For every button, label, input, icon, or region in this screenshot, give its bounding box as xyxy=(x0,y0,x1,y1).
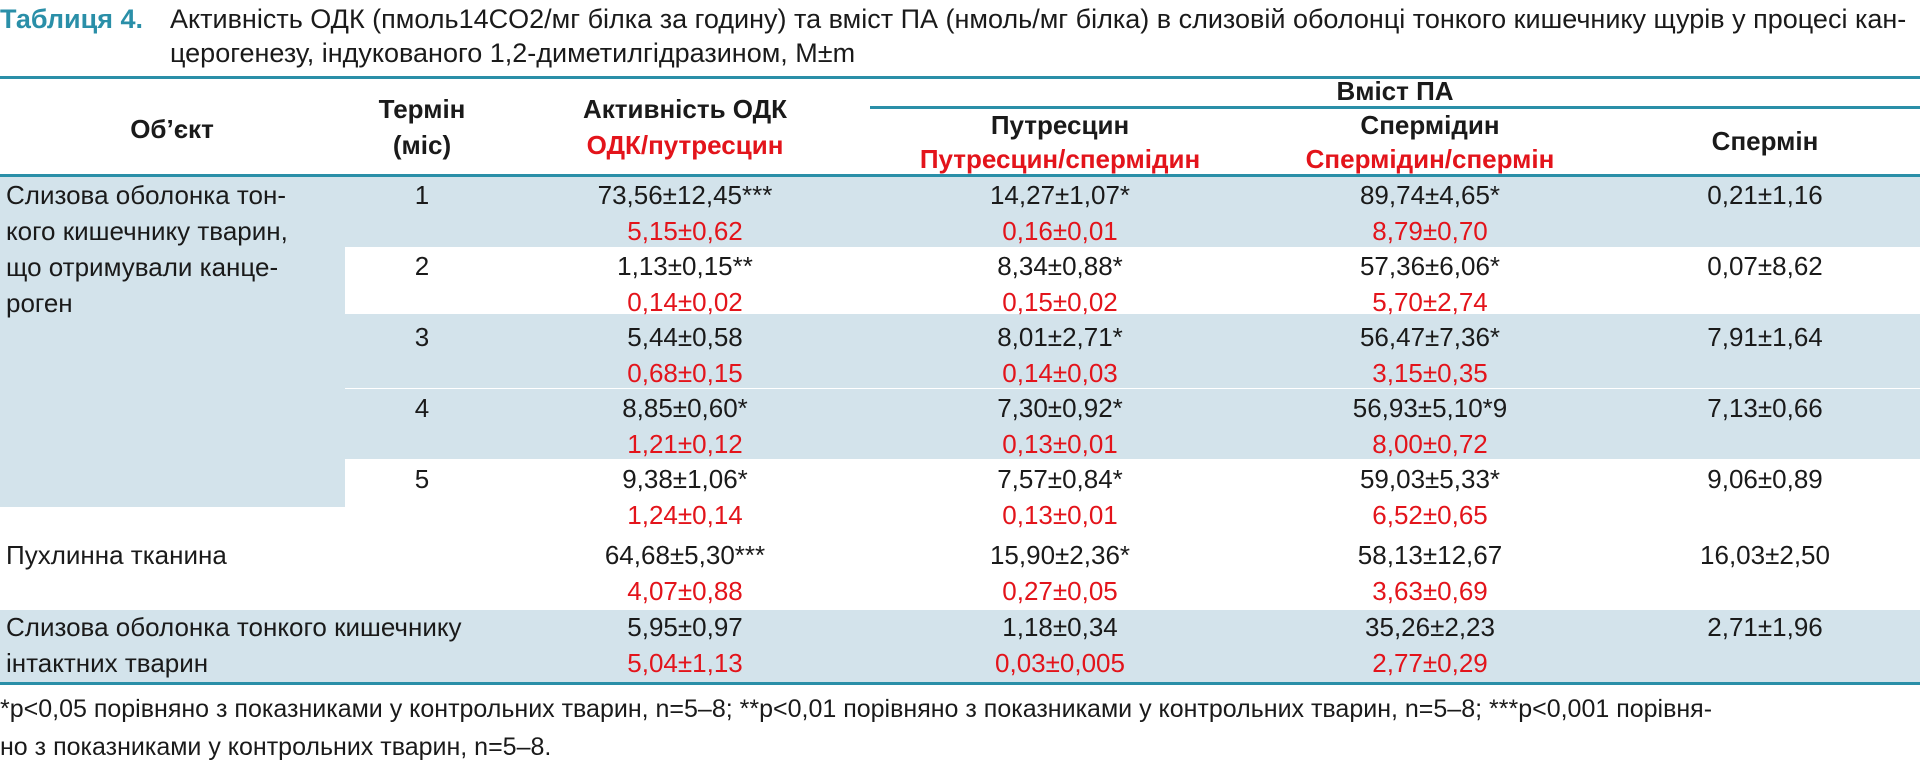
header-putrescine-ratio: Путресцин/спермідин xyxy=(919,144,1201,174)
table-cell-put: 8,01±2,71* xyxy=(997,322,1123,352)
header-odc-ratio: ОДК/путресцин xyxy=(586,130,784,160)
table-cell-odc-r: 0,14±0,02 xyxy=(627,287,743,317)
caption-line-1: Активність ОДК (пмоль14CO2/мг білка за годину) та вміст ПА (нмоль/мг білка) в слизовій оболонці тонкого кишечнику щурів у процесі кан- xyxy=(170,4,1907,34)
table-cell-spd: 58,13±12,67 xyxy=(1357,540,1503,570)
table-cell-spd-r: 6,52±0,65 xyxy=(1372,500,1488,530)
table-cell-spm: 9,06±0,89 xyxy=(1707,464,1823,494)
object-carcinogen-line-3: що отримували канце- xyxy=(6,252,279,282)
table-cell-put: 7,30±0,92* xyxy=(997,393,1123,423)
table-cell-term: 4 xyxy=(414,393,430,423)
table-cell-odc-r: 1,21±0,12 xyxy=(627,429,743,459)
table-cell-spm: 7,13±0,66 xyxy=(1707,393,1823,423)
header-spermidine: Спермідин xyxy=(1360,110,1500,140)
table-cell-spm: 0,21±1,16 xyxy=(1707,180,1823,210)
footnote-line-2: но з показниками у контрольних тварин, n=5–8. xyxy=(0,733,552,761)
table-cell-put-r: 0,27±0,05 xyxy=(1002,576,1118,606)
table-cell-odc-r: 1,24±0,14 xyxy=(627,500,743,530)
header-term-2: (міс) xyxy=(392,130,452,160)
table-cell-spm: 7,91±1,64 xyxy=(1707,322,1823,352)
table-cell-odc: 73,56±12,45*** xyxy=(597,180,773,210)
table-cell-odc: 8,85±0,60* xyxy=(622,393,748,423)
table-cell-spd-r: 2,77±0,29 xyxy=(1372,648,1488,678)
row-band-3 xyxy=(0,314,1920,384)
table-cell-put-r: 0,13±0,01 xyxy=(1002,429,1118,459)
table-cell-put-r: 0,13±0,01 xyxy=(1002,500,1118,530)
table-cell-put: 8,34±0,88* xyxy=(997,251,1123,281)
footnote-line-1: *p<0,05 порівняно з показниками у контрольних тварин, n=5–8; **p<0,01 порівняно з показниками у контрольних тварин, n=5–8; ***p<0,001 порівня- xyxy=(0,695,1713,723)
header-spermidine-ratio: Спермідин/спермін xyxy=(1305,144,1555,174)
table-cell-term: 1 xyxy=(414,180,430,210)
table-cell-odc-r: 5,04±1,13 xyxy=(627,648,743,678)
table-cell-spd: 56,93±5,10*9 xyxy=(1352,393,1508,423)
header-odc: Активність ОДК xyxy=(582,94,788,124)
table-cell-term: 3 xyxy=(414,322,430,352)
header-term-1: Термін xyxy=(378,94,466,124)
table-cell-put-r: 0,03±0,005 xyxy=(995,648,1125,678)
table-cell-put-r: 0,15±0,02 xyxy=(1002,287,1118,317)
object-intact-line-1: Слизова оболонка тонкого кишечнику xyxy=(6,612,462,642)
object-carcinogen-line-1: Слизова оболонка тон- xyxy=(6,180,287,210)
table-cell-spd-r: 3,15±0,35 xyxy=(1372,358,1488,388)
table-bottom-rule xyxy=(0,682,1920,685)
row-band xyxy=(0,389,1920,459)
table-cell-spd-r: 8,79±0,70 xyxy=(1372,216,1488,246)
table-cell-spd-r: 8,00±0,72 xyxy=(1372,429,1488,459)
table-cell-spd-r: 5,70±2,74 xyxy=(1372,287,1488,317)
table-cell-odc-r: 4,07±0,88 xyxy=(627,576,743,606)
table-cell-spd: 56,47±7,36* xyxy=(1359,322,1501,352)
object-intact-line-2: інтактних тварин xyxy=(6,648,209,678)
table-cell-odc: 1,13±0,15** xyxy=(617,251,753,281)
table-cell-put: 1,18±0,34 xyxy=(1002,612,1118,642)
object-tumor: Пухлинна тканина xyxy=(6,540,227,570)
object-carcinogen-line-2: кого кишечнику тварин, xyxy=(6,216,288,246)
table-cell-odc: 5,95±0,97 xyxy=(627,612,743,642)
header-spermine: Спермін xyxy=(1711,126,1819,156)
caption-line-2: церогенезу, індукованого 1,2-диметилгідразином, M±m xyxy=(170,38,856,68)
header-pa-group: Вміст ПА xyxy=(1336,76,1454,106)
table-cell-spd-r: 3,63±0,69 xyxy=(1372,576,1488,606)
table-cell-odc: 5,44±0,58 xyxy=(627,322,743,352)
table-cell-odc: 64,68±5,30*** xyxy=(604,540,766,570)
table-cell-spd: 57,36±6,06* xyxy=(1359,251,1501,281)
row-band xyxy=(0,177,1920,247)
table-cell-put: 14,27±1,07* xyxy=(989,180,1131,210)
table-cell-put-r: 0,14±0,03 xyxy=(1002,358,1118,388)
table-cell-spd: 59,03±5,33* xyxy=(1359,464,1501,494)
header-putrescine: Путресцин xyxy=(990,110,1130,140)
table-cell-term: 2 xyxy=(414,251,430,281)
table-cell-term: 5 xyxy=(414,464,430,494)
footnote xyxy=(0,690,1920,766)
table-cell-spm: 16,03±2,50 xyxy=(1700,540,1830,570)
table-top-rule xyxy=(0,76,1920,79)
table-caption xyxy=(0,0,1920,74)
table-cell-put-r: 0,16±0,01 xyxy=(1002,216,1118,246)
data-table xyxy=(0,76,1920,684)
table-cell-spd: 35,26±2,23 xyxy=(1365,612,1495,642)
table-cell-odc-r: 5,15±0,62 xyxy=(627,216,743,246)
table-cell-put: 7,57±0,84* xyxy=(997,464,1123,494)
table-cell-spm: 2,71±1,96 xyxy=(1707,612,1823,642)
caption-label: Таблиця 4. xyxy=(0,4,143,34)
header-object: Об’єкт xyxy=(130,114,214,144)
table-cell-spd: 89,74±4,65* xyxy=(1359,180,1501,210)
table-cell-put: 15,90±2,36* xyxy=(989,540,1131,570)
table-cell-spm: 0,07±8,62 xyxy=(1707,251,1823,281)
table-cell-odc-r: 0,68±0,15 xyxy=(627,358,743,388)
table-cell-odc: 9,38±1,06* xyxy=(622,464,748,494)
object-carcinogen-line-4: роген xyxy=(6,288,73,318)
